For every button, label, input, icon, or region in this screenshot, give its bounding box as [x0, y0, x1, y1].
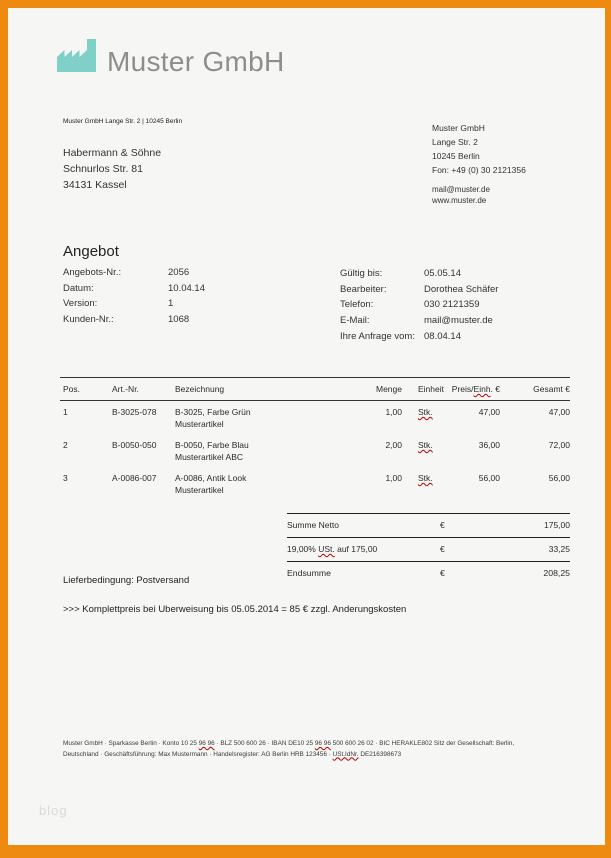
- factory-icon: [57, 38, 101, 72]
- price-header-suffix: . €: [490, 384, 500, 394]
- cell-total: 72,00: [548, 440, 570, 450]
- meta-row: [340, 266, 498, 282]
- cell-quantity: 1,00: [385, 473, 402, 483]
- payment-note: >>> Komplettpreis bei Uberweisung bis 05.05.2014 = 85 € zzgl. Anderungskosten: [63, 604, 407, 615]
- item-title: A-0086, Antik Look: [175, 473, 247, 483]
- company-email: mail@muster.de: [432, 185, 490, 194]
- footer-text: 96 96: [198, 740, 215, 747]
- meta-row: [340, 282, 498, 298]
- recipient-name: Habermann & Söhne: [63, 147, 162, 159]
- meta-row: [340, 329, 498, 345]
- col-header-unit: Einheit: [408, 378, 448, 401]
- meta-label: Kunden-Nr.:: [63, 314, 114, 326]
- meta-label: E-Mail:: [340, 315, 370, 327]
- table-header-row: [60, 378, 570, 401]
- col-header-unit-price: [448, 378, 500, 401]
- meta-value: 1: [168, 298, 174, 310]
- currency-symbol: €: [440, 568, 445, 578]
- document-meta-left: [63, 265, 205, 328]
- col-header-artnr: Art.-Nr.: [108, 378, 172, 401]
- totals-net-row: [287, 513, 570, 537]
- cell-artnr: B-3025-078: [112, 407, 157, 417]
- item-subtitle: Musterartikel ABC: [175, 451, 244, 462]
- col-header-quantity: Menge: [352, 378, 408, 401]
- table-row: [60, 467, 570, 500]
- meta-row: [340, 297, 498, 313]
- recipient-street: Schnurlos Str. 81: [63, 163, 143, 175]
- recipient-city: 34131 Kassel: [63, 179, 127, 191]
- totals-net-amount: 175,00: [544, 520, 570, 530]
- col-header-total: Gesamt €: [500, 378, 570, 401]
- footer-text: Muster GmbH · Sparkasse Berlin · Konto 10 25: [63, 740, 199, 747]
- currency-symbol: €: [440, 544, 445, 554]
- meta-label: Angebots-Nr.:: [63, 267, 122, 278]
- footer-line-2: [63, 750, 558, 761]
- totals-grand-label: Endsumme: [287, 568, 331, 578]
- cell-pos: 3: [63, 473, 68, 483]
- totals-vat-amount: 33,25: [548, 544, 570, 554]
- meta-row: [63, 265, 205, 281]
- cell-artnr: B-0050-050: [112, 440, 157, 450]
- vat-label-prefix: 19,00%: [287, 544, 319, 554]
- cell-total: 56,00: [548, 473, 570, 483]
- cell-total: 47,00: [548, 407, 570, 417]
- meta-value: 10.04.14: [168, 282, 205, 294]
- footer-line-1: [63, 739, 558, 750]
- table-row: [60, 434, 570, 467]
- cell-unit: Stk.: [418, 407, 433, 417]
- company-contact-block: [432, 184, 490, 206]
- footer-text: DE216398673: [358, 750, 402, 758]
- delivery-terms: Lieferbedingung: Postversand: [63, 575, 190, 586]
- meta-label: Bearbeiter:: [340, 283, 387, 295]
- sender-return-address: Muster GmbH Lange Str. 2 | 10245 Berlin: [63, 118, 183, 125]
- meta-value: 1068: [168, 314, 190, 326]
- item-title: B-0050, Farbe Blau: [175, 440, 249, 450]
- meta-value: 05.05.14: [424, 268, 461, 279]
- meta-label: Ihre Anfrage vom:: [340, 330, 415, 342]
- meta-label: Telefon:: [340, 299, 374, 311]
- cell-quantity: 2,00: [385, 440, 402, 450]
- footer-text: · BLZ 500 600 26 · IBAN DE10 25: [214, 740, 315, 747]
- meta-value: 030 2121359: [424, 299, 480, 311]
- item-subtitle: Musterartikel: [175, 418, 224, 429]
- currency-symbol: €: [440, 520, 445, 530]
- document-title: Angebot: [63, 243, 119, 260]
- item-title: B-3025, Farbe Grün: [175, 407, 251, 417]
- company-street: Lange Str. 2: [432, 137, 478, 147]
- col-header-description: Bezeichnung: [172, 378, 352, 401]
- cell-artnr: A-0086-007: [112, 473, 157, 483]
- cell-description: [172, 467, 352, 500]
- blog-watermark: blog: [39, 803, 68, 818]
- meta-value: mail@muster.de: [424, 315, 493, 327]
- company-website: www.muster.de: [432, 196, 487, 205]
- vat-label-suffix: auf 175,00: [334, 544, 378, 554]
- cell-pos: 2: [63, 440, 68, 450]
- totals-block: [287, 513, 570, 585]
- company-phone: Fon: +49 (0) 30 2121356: [432, 165, 526, 175]
- line-items-table: [60, 377, 570, 500]
- footer-text: Deutschland · Geschäftsführung: Max Mustermann · Handelsregister: AG Berlin HRB 123456 ·: [63, 750, 333, 758]
- footer-text: USt.IdNr.: [332, 750, 359, 758]
- item-subtitle: Musterartikel: [175, 484, 224, 495]
- cell-description: [172, 434, 352, 467]
- footer-text: 96 96: [314, 740, 331, 747]
- totals-vat-row: [287, 537, 570, 561]
- totals-grand-amount: 208,25: [543, 568, 570, 578]
- meta-label: Version:: [63, 298, 98, 310]
- meta-label: Gültig bis:: [340, 268, 383, 279]
- recipient-address-block: [63, 145, 161, 193]
- document-page: [8, 8, 605, 845]
- document-meta-right: [340, 266, 498, 345]
- meta-row: [63, 281, 205, 297]
- footer-legal-block: [63, 739, 558, 760]
- cell-unit: Stk.: [418, 473, 433, 483]
- cell-unit-price: 47,00: [478, 407, 500, 417]
- meta-value: 2056: [168, 267, 190, 278]
- price-header-prefix: Preis/: [451, 384, 474, 394]
- cell-unit-price: 56,00: [478, 473, 500, 483]
- totals-grand-row: [287, 561, 570, 585]
- company-city: 10245 Berlin: [432, 151, 480, 161]
- company-info-block: [432, 121, 526, 177]
- price-header-mid: Einh: [473, 384, 491, 394]
- footer-text: 500 600 26 02 · BIC HERAKLE802 Sitz der Gesellschaft: Berlin,: [330, 740, 515, 747]
- col-header-pos: Pos.: [60, 378, 108, 401]
- totals-vat-label: [287, 544, 440, 554]
- meta-row: [63, 296, 205, 312]
- cell-unit: Stk.: [418, 440, 433, 450]
- vat-label-mid: USt.: [318, 544, 335, 554]
- meta-value: Dorothea Schäfer: [424, 283, 499, 295]
- cell-description: [172, 401, 352, 435]
- company-name: Muster GmbH: [432, 123, 485, 133]
- cell-quantity: 1,00: [385, 407, 402, 417]
- meta-row: [340, 313, 498, 329]
- logo-company-name: Muster GmbH: [107, 46, 285, 77]
- meta-label: Datum:: [63, 282, 94, 294]
- meta-value: 08.04.14: [424, 330, 461, 342]
- table-row: [60, 401, 570, 435]
- meta-row: [63, 312, 205, 328]
- totals-net-label: Summe Netto: [287, 520, 339, 530]
- cell-unit-price: 36,00: [478, 440, 500, 450]
- cell-pos: 1: [63, 407, 68, 417]
